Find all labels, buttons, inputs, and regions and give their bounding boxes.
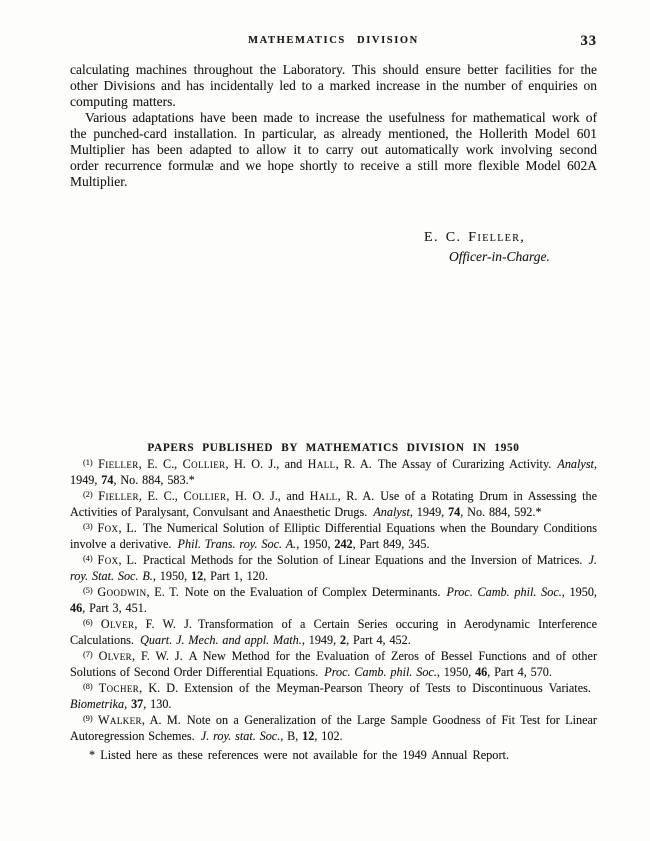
running-header-title: MATHEMATICS DIVISION [248,35,419,46]
reference-list [70,457,597,744]
reference-item-8: $^{(8)}$ Tocher, K. D. Extension of the Meyman-Pearson Theory of Tests to Discontinuous Variates. Biometrika, 37, 130. [70,681,597,711]
page-number: 33 [580,33,597,49]
papers-section [70,442,597,763]
reference-item-5: $^{(5)}$ Goodwin, E. T. Note on the Evaluation of Complex Determinants. Proc. Camb. phil. Soc., 1950, 46, Part 3, 451. [70,585,597,615]
body-paragraph-1: calculating machines throughout the Laboratory. This should ensure better facilities for the other Divisions and has incidentally led to a marked increase in the number of enquiries on computing matters. [70,62,597,110]
reference-item-9: $^{(9)}$ Walker, A. M. Note on a Generalization of the Large Sample Goodness of Fit Test for Linear Autoregression Schemes. J. roy. stat. Soc., B, 12, 102. [70,713,597,743]
signature-block [424,230,550,265]
signature-title: Officer-in-Charge. [449,249,550,264]
body-text [70,62,597,190]
reference-item-6: $^{(6)}$ Olver, F. W. J. Transformation of a Certain Series occuring in Aerodynamic Interference Calculations. Quart. J. Mech. and appl. Math., 1949, 2, Part 4, 452. [70,617,598,647]
reference-item-1: $^{(1)}$ Fieller, E. C., Collier, H. O. J., and Hall, R. A. The Assay of Curarizing Activity. Analyst, 1949, 74, No. 884, 583.* [70,457,597,487]
reference-item-3: $^{(3)}$ Fox, L. The Numerical Solution of Elliptic Differential Equations when the Boundary Conditions involve a derivative. Phil. Trans. roy. Soc. A., 1950, 242, Part 849, 345. [70,521,598,551]
reference-item-2: $^{(2)}$ Fieller, E. C., Collier, H. O. J., and Hall, R. A. Use of a Rotating Drum in Assessing the Activities of Paralysant, Convulsant and Anaesthetic Drugs. Analyst, 1949, 74, No. 884, 592.* [70,489,597,519]
running-header [70,35,597,53]
papers-section-heading: PAPERS PUBLISHED BY MATHEMATICS DIVISION IN 1950 [147,442,520,454]
signature-name: E. C. Fieller, [424,230,526,245]
reference-item-7: $^{(7)}$ Olver, F. W. J. A New Method for the Evaluation of Zeros of Bessel Functions and of other Solutions of Second Order Differential Equations. Proc. Camb. phil. Soc., 1950, 46, Part 4, 570. [70,649,597,679]
footnote: * Listed here as these references were not available for the 1949 Annual Report. [89,747,510,762]
reference-item-4: $^{(4)}$ Fox, L. Practical Methods for the Solution of Linear Equations and the Inversion of Matrices. J. roy. Stat. Soc. B., 1950, 12, Part 1, 120. [70,553,597,583]
body-paragraph-2: Various adaptations have been made to increase the usefulness for mathematical work of the punched-card installation. In particular, as already mentioned, the Hollerith Model 601 Multiplier has been adapted to allow it to carry out automatically work involving second order recurrence formulæ and we hope shortly to receive a still more flexible Model 602A Multiplier. [70,110,597,190]
